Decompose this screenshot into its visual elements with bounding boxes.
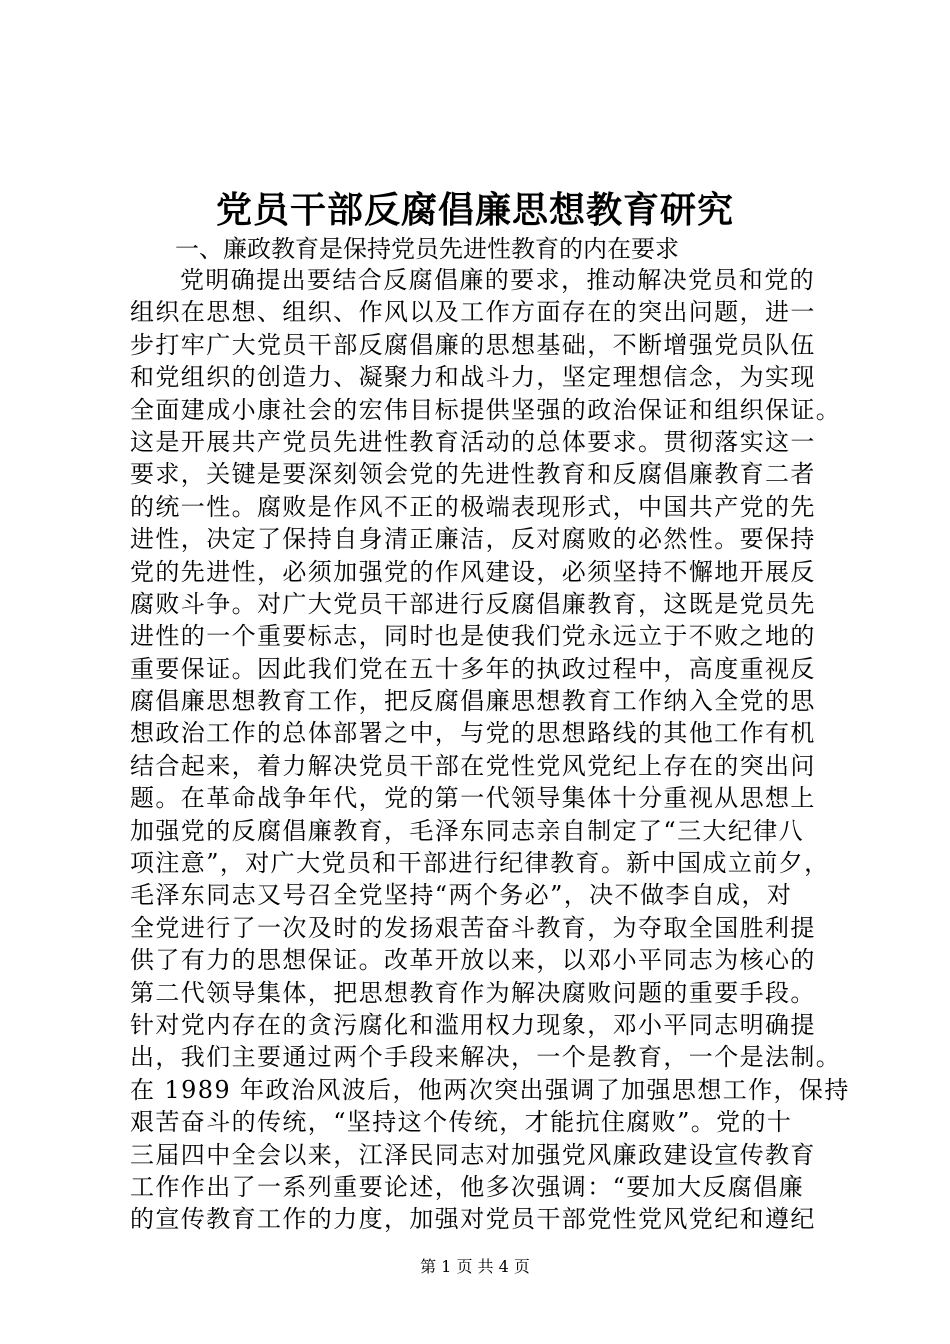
text-line: 步打牢广大党员干部反腐倡廉的思想基础，不断增强党员队伍 [130,330,816,359]
text-line: 党的先进性，必须加强党的作风建设，必须坚持不懈地开展反 [130,557,816,586]
text-line: 的宣传教育工作的力度，加强对党员干部党性党风党纪和遵纪 [130,1205,816,1234]
text-line: 题。在革命战争年代，党的第一代领导集体十分重视从思想上 [130,784,816,813]
text-line: 毛泽东同志又号召全党坚持“两个务必”，决不做李自成，对 [130,881,793,910]
text-line: 想政治工作的总体部署之中，与党的思想路线的其他工作有机 [130,719,816,748]
text-line: 全党进行了一次及时的发扬艰苦奋斗教育，为夺取全国胜利提 [130,913,816,942]
text-line: 供了有力的思想保证。改革开放以来，以邓小平同志为核心的 [130,946,816,975]
text-line: 针对党内存在的贪污腐化和滥用权力现象，邓小平同志明确提 [130,1010,816,1039]
text-line: 工作作出了一系列重要论述，他多次强调：“要加大反腐倡廉 [130,1172,805,1201]
text-line: 腐败斗争。对广大党员干部进行反腐倡廉教育，这既是党员先 [130,589,816,618]
text-line: 和党组织的创造力、凝聚力和战斗力，坚定理想信念，为实现 [130,363,816,392]
text-line: 三届四中全会以来，江泽民同志对加强党风廉政建设宣传教育 [130,1140,816,1169]
document-title: 党员干部反腐倡廉思想教育研究 [215,189,734,231]
text-line: 第二代领导集体，把思想教育作为解决腐败问题的重要手段。 [130,978,816,1007]
body-text [130,264,850,1236]
text-line: 全面建成小康社会的宏伟目标提供坚强的政治保证和组织保证。 [130,395,842,424]
text-line: 腐倡廉思想教育工作，把反腐倡廉思想教育工作纳入全党的思 [130,687,816,716]
page-footer: 第 1 页 共 4 页 [420,1257,530,1276]
text-line: 这是开展共产党员先进性教育活动的总体要求。贯彻落实这一 [130,427,816,456]
text-line: 进性的一个重要标志，同时也是使我们党永远立于不败之地的 [130,622,816,651]
text-line: 重要保证。因此我们党在五十多年的执政过程中，高度重视反 [130,654,816,683]
text-line: 党明确提出要结合反腐倡廉的要求，推动解决党员和党的 [180,266,815,294]
section-heading: 一、廉政教育是保持党员先进性教育的内在要求 [175,235,679,263]
text-line: 出，我们主要通过两个手段来解决，一个是教育，一个是法制。 [130,1043,842,1072]
text-line: 在 1989 年政治风波后，他两次突出强调了加强思想工作，保持 [130,1075,850,1104]
text-line: 组织在思想、组织、作风以及工作方面存在的突出问题，进一 [130,298,816,327]
text-line: 要求，关键是要深刻领会党的先进性教育和反腐倡廉教育二者 [130,460,816,489]
text-line: 结合起来，着力解决党员干部在党性党风党纪上存在的突出问 [130,751,816,780]
text-line: 加强党的反腐倡廉教育，毛泽东同志亲自制定了“三大纪律八 [130,816,805,845]
text-line: 项注意”，对广大党员和干部进行纪律教育。新中国成立前夕， [130,849,830,878]
text-line: 艰苦奋斗的传统，“坚持这个传统，才能抗住腐败”。党的十 [130,1108,793,1137]
text-line: 的统一性。腐败是作风不正的极端表现形式，中国共产党的先 [130,492,816,521]
text-line: 进性，决定了保持自身清正廉洁，反对腐败的必然性。要保持 [130,525,816,554]
